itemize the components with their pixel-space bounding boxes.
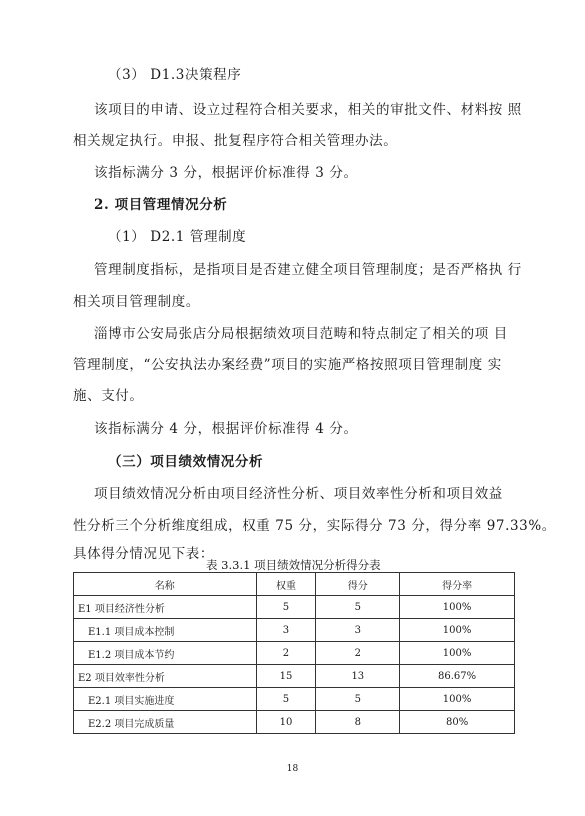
paragraph-line: 施、支付。 (73, 388, 144, 404)
paragraph-line: 管理制度指标，是指项目是否建立健全项目管理制度；是否严格执 行 (94, 262, 522, 278)
subsection-title-d1-3: （3） D1.3决策程序 (108, 67, 242, 83)
paragraph-line: 管理制度，“公安执法办案经费”项目的实施严格按照项目管理制度 实 (73, 357, 502, 373)
row-rate: 100% (400, 619, 515, 642)
table-row (74, 596, 515, 619)
row-rate: 100% (400, 642, 515, 665)
header-cell-weight: 权重 (256, 573, 316, 596)
table-caption: 表 3.3.1 项目绩效情况分析得分表 (206, 558, 381, 572)
section-heading: 2. 项目管理情况分析 (94, 197, 228, 213)
row-name: E2.1 项目实施进度 (74, 688, 257, 711)
paragraph-line: 该指标满分 3 分，根据评价标准得 3 分。 (94, 165, 358, 181)
row-score: 3 (316, 619, 400, 642)
row-score: 5 (316, 596, 400, 619)
row-weight: 3 (256, 619, 316, 642)
paragraph-line: 具体得分情况见下表： (73, 546, 214, 562)
page-number: 18 (286, 764, 299, 774)
row-name: E1.1 项目成本控制 (74, 619, 257, 642)
table-row (74, 665, 515, 688)
row-rate: 100% (400, 688, 515, 711)
row-weight: 5 (256, 688, 316, 711)
row-score: 5 (316, 688, 400, 711)
score-table (73, 572, 515, 734)
row-weight: 15 (256, 665, 316, 688)
row-rate: 80% (400, 711, 515, 734)
header-cell-rate: 得分率 (400, 573, 515, 596)
table-row (74, 711, 515, 734)
row-score: 8 (316, 711, 400, 734)
header-cell-score: 得分 (316, 573, 400, 596)
paragraph-line: 性分析三个分析维度组成，权重 75 分，实际得分 73 分，得分率 97.33%。 (73, 518, 556, 534)
paragraph-line: 该指标满分 4 分，根据评价标准得 4 分。 (94, 421, 358, 437)
row-weight: 10 (256, 711, 316, 734)
row-name: E2 项目效率性分析 (74, 665, 257, 688)
row-score: 13 (316, 665, 400, 688)
row-name: E1 项目经济性分析 (74, 596, 257, 619)
paragraph-line: 相关项目管理制度。 (73, 294, 200, 310)
subsection-title-d2-1: （1） D2.1 管理制度 (108, 229, 247, 245)
row-rate: 86.67% (400, 665, 515, 688)
row-name: E2.2 项目完成质量 (74, 711, 257, 734)
table-header-row (74, 573, 515, 596)
table-row (74, 688, 515, 711)
row-score: 2 (316, 642, 400, 665)
row-rate: 100% (400, 596, 515, 619)
row-weight: 5 (256, 596, 316, 619)
table-row (74, 619, 515, 642)
header-cell-name: 名称 (74, 573, 257, 596)
paragraph-line: 该项目的申请、设立过程符合相关要求，相关的审批文件、材料按 照 (94, 102, 522, 118)
paragraph-line: 淄博市公安局张店分局根据绩效项目范畴和特点制定了相关的项 目 (94, 326, 508, 342)
section-heading: （三）项目绩效情况分析 (108, 454, 264, 470)
row-weight: 2 (256, 642, 316, 665)
paragraph-line: 相关规定执行。申报、批复程序符合相关管理办法。 (73, 133, 398, 149)
paragraph-line: 项目绩效情况分析由项目经济性分析、项目效率性分析和项目效益 (94, 486, 503, 502)
row-name: E1.2 项目成本节约 (74, 642, 257, 665)
table-row (74, 642, 515, 665)
